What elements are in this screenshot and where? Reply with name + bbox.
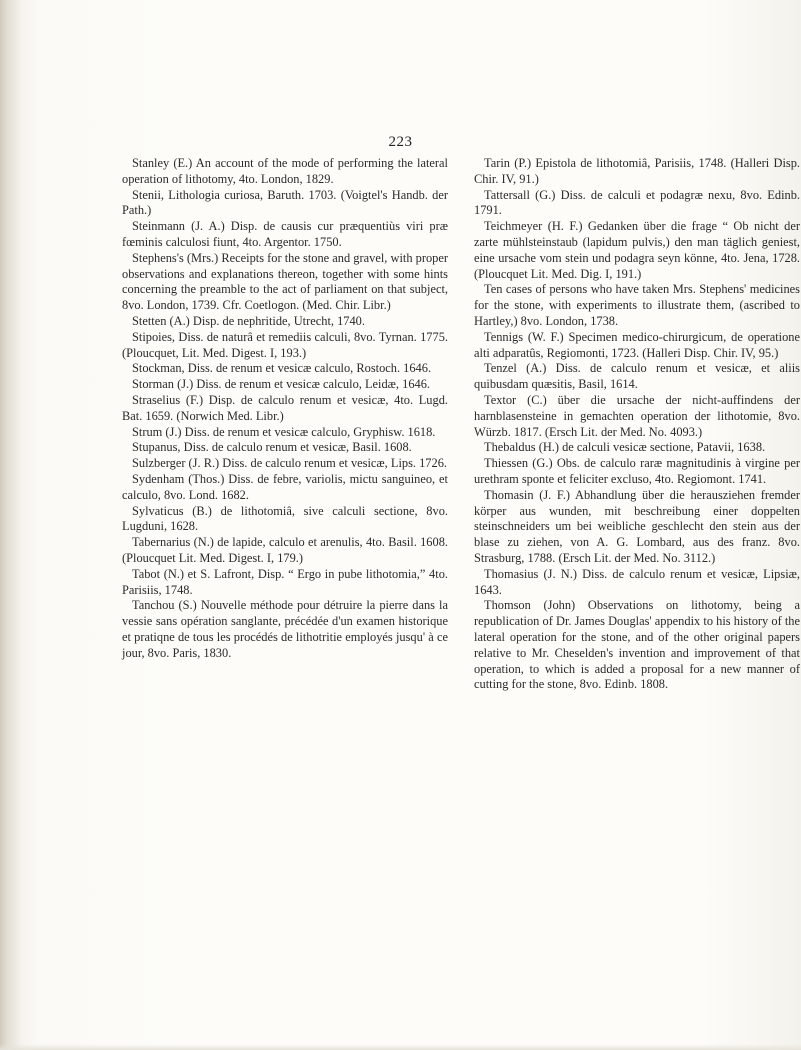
bibliography-entry: Thomson (John) Observations on lithotomy, being a republication of Dr. James Douglas' appendix to his history of the lateral operation for the stone, and of the other original papers relative to Mr. Cheselden's invention and improvement of that operation, to which is added a proposal for a new manner of cutting for the stone, 8vo. Edinb. 1808. xyxy=(474,598,800,692)
bibliography-entry: Stephens's (Mrs.) Receipts for the stone and gravel, with proper observations and explanations thereon, together with some hints concerning the preamble to the act of parliament on that subject, 8vo. London, 1739. Cfr. Coetlogon. (Med. Chir. Libr.) xyxy=(122,250,448,313)
bibliography-entry: Tenzel (A.) Diss. de calculo renum et vesicæ, et aliis quibusdam quæsitis, Basil, 1614. xyxy=(474,361,800,392)
page-binding-shadow xyxy=(0,0,22,1050)
bibliography-entry: Thiessen (G.) Obs. de calculo raræ magnitudinis à virgine per urethram sponte et feliciter excluso, 4to. Regiomont. 1741. xyxy=(474,456,800,486)
page-number: 223 xyxy=(388,134,413,150)
bibliography-entry: Stockman, Diss. de renum et vesicæ calculo, Rostoch. 1646. xyxy=(132,361,432,376)
page-bottom-edge xyxy=(0,1044,801,1050)
bibliography-entry: Straselius (F.) Disp. de calculo renum et vesicæ, 4to. Lugd. Bat. 1659. (Norwich Med. Libr.) xyxy=(122,392,448,423)
bibliography-entry: Ten cases of persons who have taken Mrs. Stephens' medicines for the stone, with experiments to illustrate them, (ascribed to Hartley,) 8vo. London, 1738. xyxy=(474,282,800,328)
bibliography-entry: Tarin (P.) Epistola de lithotomiâ, Parisiis, 1748. (Halleri Disp. Chir. IV, 91.) xyxy=(474,156,800,186)
bibliography-entry: Sylvaticus (B.) de lithotomiâ, sive calculi sectione, 8vo. Lugduni, 1628. xyxy=(122,503,448,534)
bibliography-entry: Tanchou (S.) Nouvelle méthode pour détruire la pierre dans la vessie sans opération sanglante, précédée d'un examen historique et pratiqne de tous les procédés de lithotritie employés jusqu' à ce jour, 8vo. Paris, 1830. xyxy=(122,598,448,660)
bibliography-entry: Sydenham (Thos.) Diss. de febre, variolis, mictu sanguineo, et calculo, 8vo. Lond. 1682. xyxy=(122,471,448,502)
bibliography-entry: Textor (C.) über die ursache der nicht-auffindens der harnblasensteine in gemachten operation der lithotomie, 8vo. Würzb. 1817. (Ersch Lit. der Med. No. 4093.) xyxy=(474,392,800,439)
bibliography-entry: Tattersall (G.) Diss. de calculi et podagræ nexu, 8vo. Edinb. 1791. xyxy=(474,187,800,218)
bibliography-entry: Stanley (E.) An account of the mode of performing the lateral operation of lithotomy, 4to. London, 1829. xyxy=(122,156,448,186)
bibliography-entry: Thomasius (J. N.) Diss. de calculo renum et vesicæ, Lipsiæ, 1643. xyxy=(474,566,800,597)
bibliography-entry: Tabernarius (N.) de lapide, calculo et arenulis, 4to. Basil. 1608. (Ploucquet Lit. Med. Digest. I, 179.) xyxy=(122,535,448,565)
bibliography-entry: Teichmeyer (H. F.) Gedanken über die frage “ Ob nicht der zarte mühlsteinstaub (lapidum pulvis,) den man täglich geniest, eine ursache vom stein und podagra seyn könne, 4to. Jena, 1728. (Ploucquet Lit. Med. Dig. I, 191.) xyxy=(474,219,800,281)
bibliography-entry: Thebaldus (H.) de calculi vesicæ sectione, Patavii, 1638. xyxy=(484,440,766,455)
bibliography-entry: Tabot (N.) et S. Lafront, Disp. “ Ergo in pube lithotomia,” 4to. Parisiis, 1748. xyxy=(122,566,448,597)
bibliography-entry: Steinmann (J. A.) Disp. de causis cur præquentiùs viri præ fœminis calculosi fiunt, 4to. Argentor. 1750. xyxy=(122,219,448,249)
bibliography-entry: Tennigs (W. F.) Specimen medico-chirurgicum, de operatione alti adparatûs, Regiomonti, 1723. (Halleri Disp. Chir. IV, 95.) xyxy=(474,329,800,360)
bibliography-entry: Stenii, Lithologia curiosa, Baruth. 1703. (Voigtel's Handb. der Path.) xyxy=(122,187,448,218)
bibliography-entry: Strum (J.) Diss. de renum et vesicæ calculo, Gryphisw. 1618. xyxy=(132,424,436,439)
bibliography-entry: Stupanus, Diss. de calculo renum et vesicæ, Basil. 1608. xyxy=(132,440,412,455)
bibliography-entry: Thomasin (J. F.) Abhandlung über die herausziehen fremder körper aus wunden, mit beschreibung einer doppelten steinschneiders um bei weibliche geschlecht den stein aus der blase zu ziehen, von A. G. Lombard, aus des franz. 8vo. Strasburg, 1788. (Ersch Lit. der Med. No. 3112.) xyxy=(474,487,800,565)
bibliography-entry: Storman (J.) Diss. de renum et vesicæ calculo, Leidæ, 1646. xyxy=(132,377,431,392)
bibliography-entry: Sulzberger (J. R.) Diss. de calculo renum et vesicæ, Lips. 1726. xyxy=(132,456,447,471)
bibliography-entry: Stetten (A.) Disp. de nephritide, Utrecht, 1740. xyxy=(132,313,365,328)
left-column xyxy=(122,156,448,662)
bibliography-entry: Stipoies, Diss. de naturâ et remediis calculi, 8vo. Tyrnan. 1775. (Ploucquet, Lit. Med. Digest. I, 193.) xyxy=(122,329,448,360)
right-column xyxy=(474,156,800,693)
